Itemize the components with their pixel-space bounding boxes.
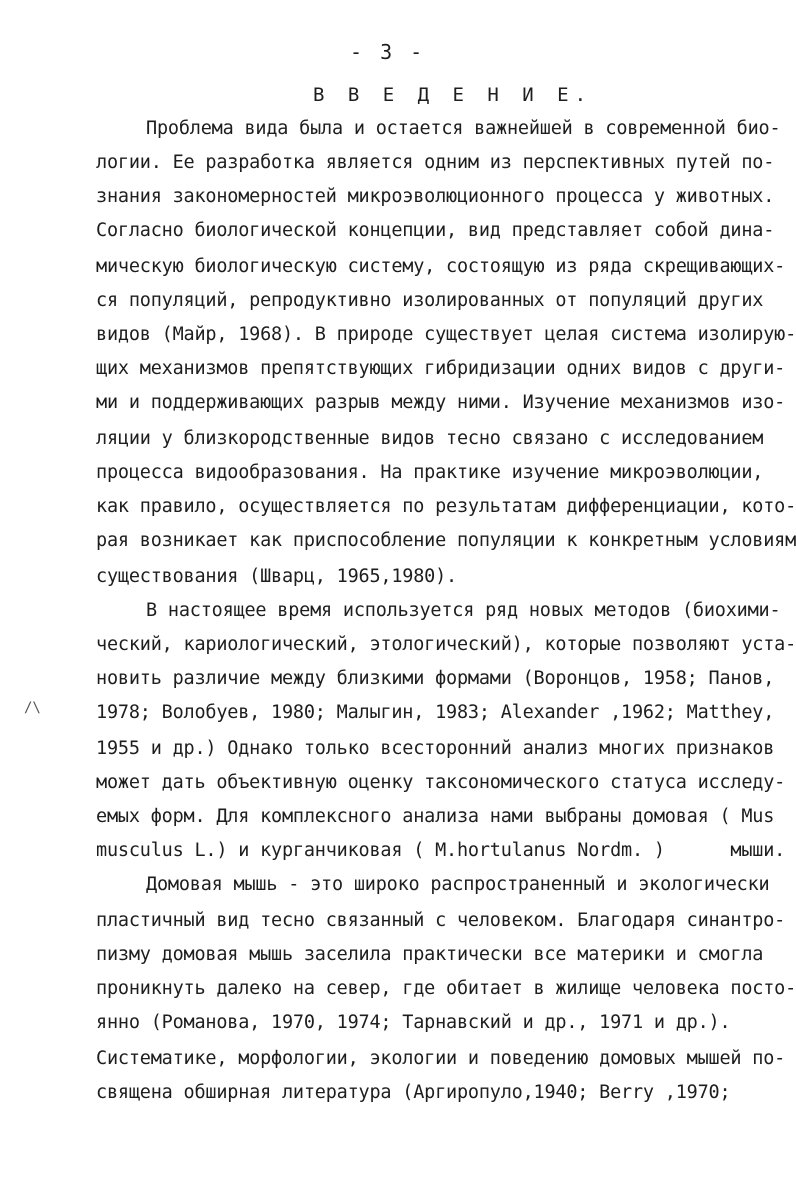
text-line: новить различие между близкими формами (Воронцов, 1958; Панов, [96,668,775,689]
text-line: musculus L.) и курганчиковая ( M.hortulanus Nordm. ) мыши. [96,840,786,861]
text-line: рая возникает как приспособление популяции к конкретным условиям [96,530,796,551]
text-line: щих механизмов препятствующих гибридизации одних видов с други- [96,358,786,379]
text-line: ся популяций, репродуктивно изолированных от популяций других [96,290,764,311]
text-line: ми и поддерживающих разрыв между ними. Изучение механизмов изо- [96,392,786,413]
text-line: емых форм. Для комплексного анализа нами выбраны домовая ( Mus [96,806,775,827]
margin-mark: /\ [24,700,41,716]
text-line: Согласно биологической концепции, вид представляет собой дина- [96,220,775,241]
text-line: проникнуть далеко на север, где обитает в жилище человека посто- [96,978,796,999]
text-line: священа обширная литература (Аргиропуло,1940; Berry ,1970; [96,1082,731,1103]
text-line: процесса видообразования. На практике изучение микроэволюции, [96,462,764,483]
text-line: пизму домовая мышь заселила практически все материки и смогла [96,944,764,965]
text-line: 1955 и др.) Однако только всесторонний анализ многих признаков [96,738,775,759]
text-line: мическую биологическую систему, состоящую из ряда скрещивающих- [96,256,786,277]
text-line: логии. Ее разработка является одним из перспективных путей по- [96,152,775,173]
section-title: В В Е Д Е Н И Е. [313,84,593,106]
text-line: янно (Романова, 1970, 1974; Тарнавский и др., 1971 и др.). [96,1012,731,1033]
text-line: пластичный вид тесно связанный с человеком. Благодаря синантро- [96,910,786,931]
text-line: ляции у близкородственные видов тесно связано с исследованием [96,428,764,449]
text-line: ческий, кариологический, этологический), которые позволяют уста- [96,634,796,655]
text-line: может дать объективную оценку таксономического статуса исследу- [96,772,786,793]
page-number: - 3 - [350,40,426,64]
text-line: знания закономерностей микроэволюционного процесса у животных. [96,186,775,207]
text-line: Проблема вида была и остается важнейшей в современной био- [146,118,781,139]
text-line: видов (Майр, 1968). В природе существует целая система изолирую- [96,324,796,345]
text-line: Домовая мышь - это широко распространенный и экологически [146,874,770,895]
text-line: как правило, осуществляется по результатам дифференциации, кото- [96,496,796,517]
text-line: 1978; Волобуев, 1980; Малыгин, 1983; Alexander ,1962; Matthey, [96,702,775,723]
text-line: В настоящее время используется ряд новых методов (биохими- [146,600,781,621]
text-line: существования (Шварц, 1965,1980). [96,566,457,587]
text-line: Систематике, морфологии, экологии и поведению домовых мышей по- [96,1048,786,1069]
